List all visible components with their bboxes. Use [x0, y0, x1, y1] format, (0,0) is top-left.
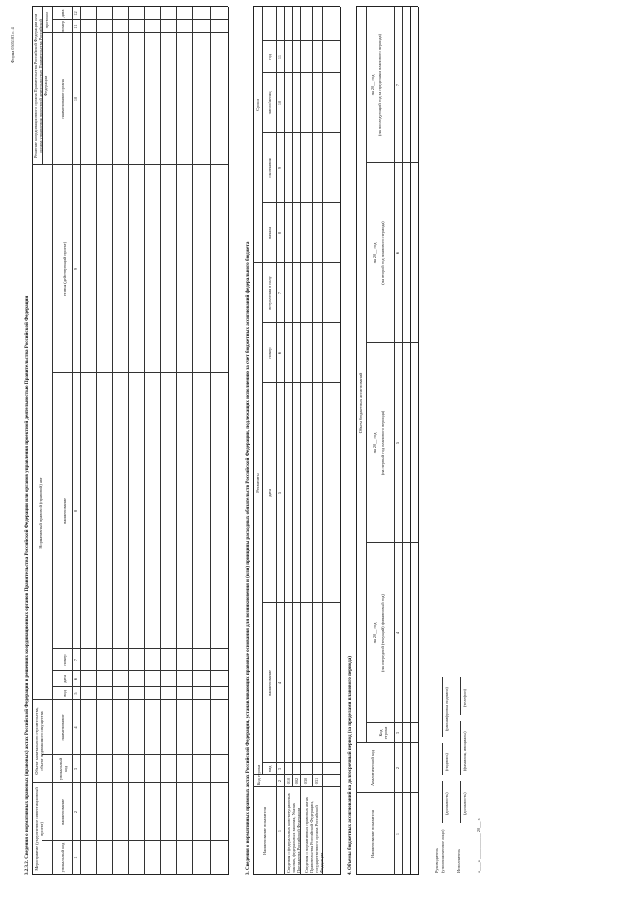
- col-number: 4: [73, 726, 78, 729]
- s4-period-sub: (на очередной (текущий) финансовый год): [380, 594, 385, 672]
- s4-col-number: 6: [395, 251, 400, 255]
- s4-header-volume: Объем бюджетных ассигнований: [358, 372, 363, 434]
- header-decision: Решение координационного органа Правительства Российской Федерации или органа управления проектной деятельностью Правительства Российской Федерации: [33, 13, 48, 159]
- s3-header-date: дата: [267, 489, 272, 497]
- s3-header-weekday: число/месяц: [267, 91, 272, 115]
- col-number: 2: [73, 810, 78, 814]
- s3-header-line-code: Код строки: [256, 764, 261, 786]
- s3-row-label-laws: Сведения о федеральных конституционных законах, федеральных законах, Указах Президента Российской Федерации: [286, 793, 301, 873]
- section-3-title: 3. Сведения о нормативных правовых актах Российской Федерации, устанавливающих правовые основания для возникновения и (или) принципы расходных обязательств Российской Федерации, подлежащих исполнению за счет бюджетных ассигнований федерального бюджета: [246, 241, 251, 875]
- s4-col-number: 1: [395, 832, 400, 836]
- s4-header-line-code: Код строки: [378, 726, 388, 740]
- header-object: Объект капитального строительства, объект недвижимого имущества: [34, 707, 44, 775]
- s3-row-code: 030: [303, 777, 308, 785]
- header-act-name: наименование: [62, 498, 67, 524]
- s4-period-sub: (на последующий год за пределами планового периода): [377, 34, 382, 136]
- s3-col-number: 2: [277, 779, 282, 783]
- header-obj-unique-code: уникальный код: [58, 757, 68, 781]
- col-number: 12: [73, 11, 78, 16]
- col-number: 6: [73, 677, 78, 681]
- s3-col-number: 6: [277, 351, 282, 355]
- s3-header-number: номер: [267, 347, 272, 359]
- s4-col-number: 7: [395, 83, 400, 87]
- s3-col-number: 7: [277, 291, 282, 295]
- head-label: Руководитель: [434, 848, 439, 873]
- s4-col-number: 5: [395, 441, 400, 445]
- s3-col-number: 8: [277, 231, 282, 235]
- s3-col-number: 9: [277, 166, 282, 170]
- col-number: 5: [73, 692, 78, 695]
- s4-period-label: на 20__ год: [372, 622, 377, 644]
- s3-row-code: 031: [314, 777, 319, 785]
- s3-row-code: 010: [286, 777, 291, 785]
- s4-col-number: 3: [395, 731, 400, 735]
- s4-col-number: 4: [395, 631, 400, 635]
- s4-col-number: 2: [395, 766, 400, 770]
- col-number: 9: [73, 267, 78, 271]
- s3-row-code: 002: [294, 777, 299, 785]
- col-number: 11: [73, 24, 78, 29]
- header-article: статья (действующий проект): [62, 241, 67, 297]
- s3-header-name: наименование: [267, 670, 272, 696]
- s4-header-analytic-code: Аналитический код: [370, 750, 375, 786]
- col-number: 7: [73, 658, 78, 662]
- header-obj-name: наименование: [60, 714, 65, 741]
- executor-position-caption: (должность): [462, 792, 467, 815]
- s4-header-indicator: Наименование показателя: [370, 810, 375, 858]
- s3-header-year: год: [267, 54, 272, 60]
- transcript-caption: (расшифровка подписи): [444, 687, 449, 731]
- s3-header-requisites: Реквизиты: [255, 473, 260, 493]
- header-protocol-date: дата: [60, 9, 65, 18]
- signature-caption: (подпись): [444, 753, 449, 771]
- s3-col-number: 1: [277, 829, 282, 833]
- header-organ-name: наименование органа: [60, 79, 65, 119]
- header-date: дата: [62, 675, 67, 683]
- s3-header-effective: вступления в силу: [267, 276, 272, 310]
- header-measure: Мероприятие (укрупненное инвестиционный проект): [34, 787, 44, 871]
- header-act: Нормативный правовой (правовой) акт: [38, 477, 43, 549]
- header-type: вид: [62, 690, 67, 697]
- phone-caption: (телефон): [462, 689, 467, 707]
- col-number: 10: [73, 96, 78, 102]
- s4-period-label: на 20__ год: [370, 74, 375, 96]
- s3-header-deadlines: Сроки: [255, 99, 260, 111]
- fio-caption: (фамилия, инициалы): [462, 731, 467, 771]
- s3-col-number: 4: [277, 681, 282, 685]
- s3-header-type: вид: [267, 765, 272, 773]
- form-number: Форма 0505183 с. 4: [10, 27, 15, 63]
- section-325-title: 3.2.3.2. Сведения о нормативных правовых (правовых) актах Российской Федерации в решениях координационных органов Правительства Российской Федерации или органов управления проектной деятельностью Правительства Российской Федерации: [25, 295, 30, 875]
- header-unique-code: уникальный код: [60, 842, 65, 873]
- head-sub: (уполномоченное лицо): [440, 829, 445, 873]
- s3-header-indicator: Наименование показателя: [262, 807, 267, 855]
- position-caption: (должность): [444, 792, 449, 815]
- s3-row-label-gov-acts: Сведения о нормативных правовых актах Правительства Российской Федерации, государственного органа Российской Федерации: [304, 797, 324, 873]
- executor-label: Исполнитель: [456, 848, 461, 873]
- s4-period-label: на 20__ год: [372, 432, 377, 454]
- date-line: «____» ____________ 20___ г.: [476, 818, 481, 873]
- s3-col-number: 11: [277, 54, 282, 60]
- header-number: номер: [62, 654, 67, 666]
- section-4-title: 4. Объемы бюджетных ассигнований на долгосрочный период (за пределами планового периода): [348, 656, 353, 875]
- s4-period-label: на 20__ год: [372, 242, 377, 264]
- header-protocol: протокол: [44, 11, 49, 29]
- s4-period-sub: (на второй год планового периода): [380, 221, 385, 285]
- header-name: наименование: [60, 799, 65, 825]
- s3-col-number: 10: [277, 100, 282, 106]
- header-protocol-number: номер: [60, 20, 65, 33]
- s3-header-start: начала: [267, 226, 272, 240]
- s3-col-number: 3: [277, 767, 282, 771]
- s3-header-end: окончания: [267, 158, 272, 178]
- col-number: 1: [73, 856, 78, 859]
- s4-period-sub: (на первый год планового периода): [380, 410, 385, 476]
- s3-col-number: 5: [277, 491, 282, 495]
- col-number: 3: [73, 767, 78, 771]
- col-number: 8: [73, 509, 78, 513]
